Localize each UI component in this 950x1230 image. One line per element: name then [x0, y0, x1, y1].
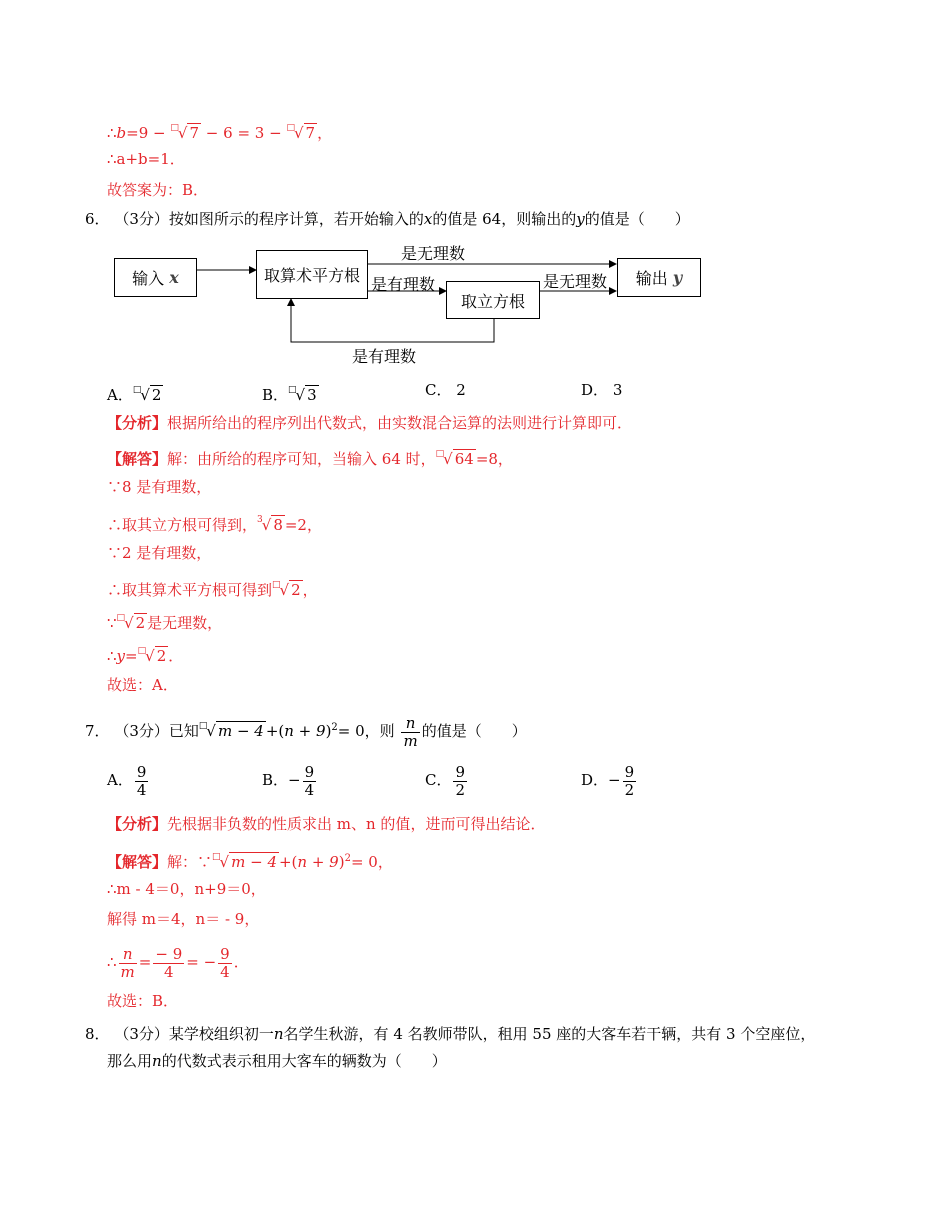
- q7-answer: 【解答】解：∵□√ $m - 4 +(n + 9)^2= 0$，: [107, 852, 393, 871]
- flow-label-rational-bottom: 是有理数: [352, 347, 417, 366]
- q8-stem-line2: 那么用n的代数式表示租用大客车的辆数为（ ）: [107, 1052, 447, 1070]
- q7-choice: 故选：B．: [107, 992, 179, 1010]
- q6-answer: 【解答】解：由所给的程序可知，当输入 64 时，□√ 64 =8，: [107, 449, 513, 468]
- q5-answer: 故答案为：B．: [107, 181, 209, 199]
- q6-step-2: ∴取其立方根可得到，$^3$√ 8 =2，: [107, 515, 322, 534]
- q6-option-a: A．□√ 2: [107, 385, 162, 404]
- q6-choice: 故选：A．: [107, 676, 178, 694]
- q7-option-d: D．− $\frac{9}{2}$: [581, 762, 635, 799]
- q6-option-c: C． 2: [425, 381, 466, 399]
- q6-analysis: 【分析】根据所给出的程序列出代数式，由实数混合运算的法则进行计算即可．: [107, 414, 633, 432]
- q5-line-b: ∴b=9 − □√ 7 − 6 = 3 − □√ 7 ，: [107, 123, 333, 142]
- flow-sqrt-box: 取算术平方根: [256, 250, 368, 299]
- flow-input-box: 输入 x: [114, 258, 197, 297]
- q7-stem: 7． （3分）已知□√ $m - 4 +(n + 9)^2= 0$，则 $\frac{n}{m}$ 的值是（ ）: [85, 713, 527, 750]
- q7-step-2: 解得 m＝4，n＝ - 9，: [107, 910, 260, 928]
- q6-step-1: ∵8 是有理数，: [107, 478, 212, 496]
- q6-option-d: D． 3: [581, 381, 623, 399]
- q6-option-b: B．□√ 3: [262, 385, 317, 404]
- q7-option-b: B．− $\frac{9}{4}$: [262, 762, 315, 799]
- q6-step-6: ∴y=□√ 2 ．: [107, 646, 184, 665]
- flow-cbrt-box: 取立方根: [446, 281, 540, 319]
- flow-label-irrational: 是无理数: [543, 272, 608, 291]
- flow-label-irrational-top: 是无理数: [401, 244, 466, 263]
- flow-output-box: 输出 y: [617, 258, 701, 297]
- q6-flowchart: [0, 0, 950, 380]
- q7-step-1: ∴m - 4＝0，n+9＝0，: [107, 880, 266, 898]
- flowchart-arrows: [0, 0, 950, 380]
- q7-option-c: C． $\frac{9}{2}$: [425, 762, 466, 799]
- q6-step-3: ∵2 是有理数，: [107, 544, 212, 562]
- q7-option-a: A． $\frac{9}{4}$: [107, 762, 147, 799]
- q7-analysis: 【分析】先根据非负数的性质求出 m、n 的值，进而可得出结论．: [107, 815, 546, 833]
- q6-stem: 6． （3分）按如图所示的程序计算，若开始输入的x的值是 64，则输出的y的值是（ ）: [85, 210, 690, 228]
- q8-stem-line1: 8． （3分）某学校组织初一n名学生秋游，有 4 名教师带队，租用 55 座的大客车若干辆，共有 3 个空座位，: [85, 1025, 816, 1043]
- flow-label-rational: 是有理数: [371, 275, 436, 294]
- q6-step-4: ∴取其算术平方根可得到□√ 2 ，: [107, 580, 318, 599]
- q6-step-5: ∵□√ 2 是无理数，: [107, 613, 223, 632]
- q5-line-sum: ∴a+b=1．: [107, 150, 185, 168]
- q7-step-3: ∴ $\frac{n}{m}$ = $\frac{- 9}{4}$ = − $\frac{9}{4}$ ．: [107, 944, 249, 981]
